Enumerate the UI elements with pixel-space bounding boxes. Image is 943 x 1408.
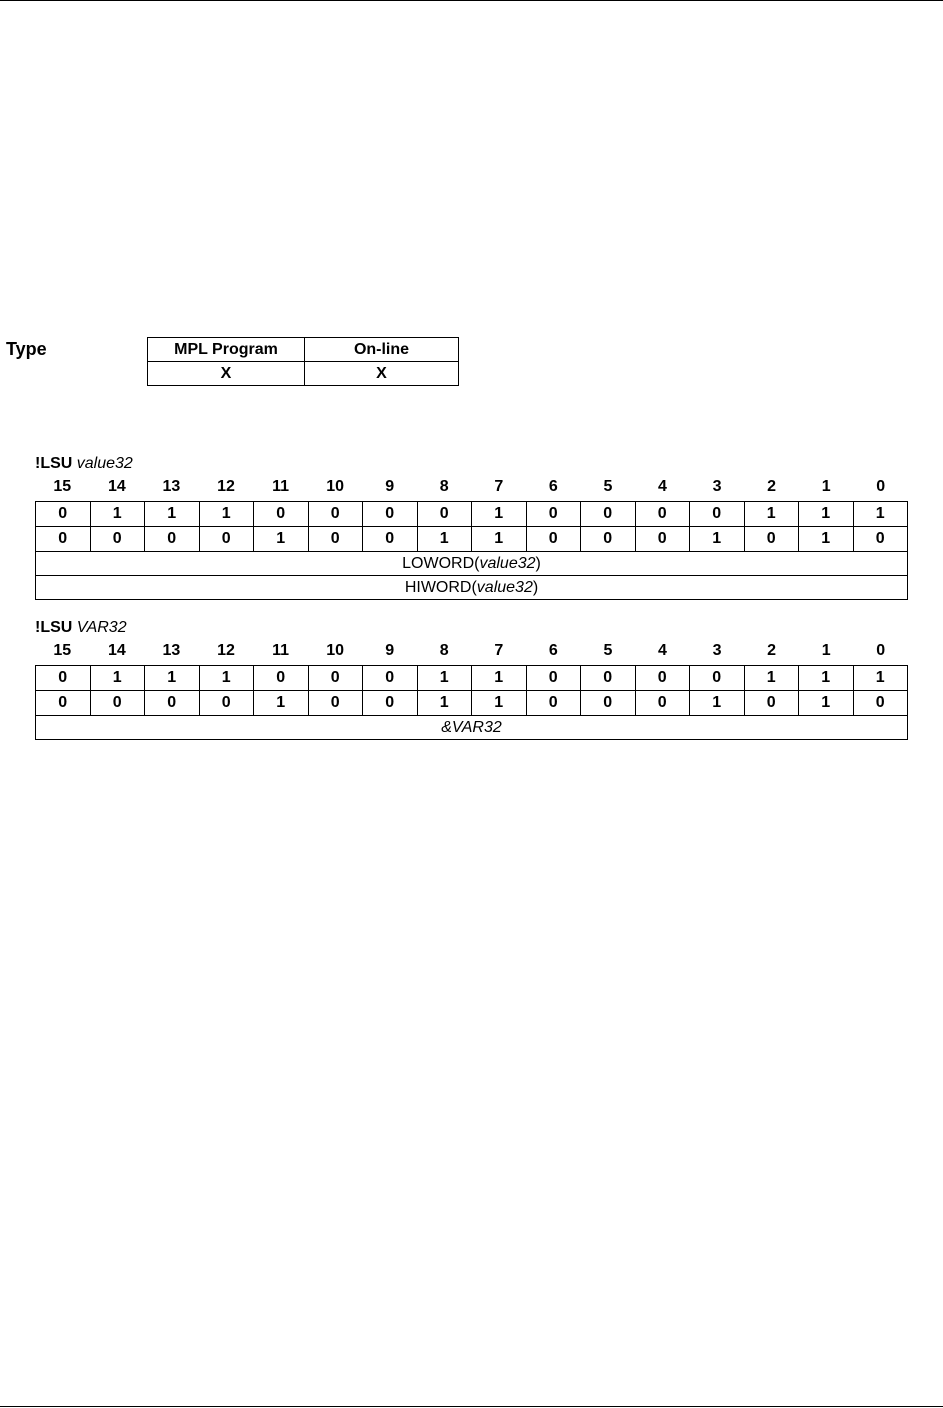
bit-cell: 1 <box>199 666 254 691</box>
bit-cell: 1 <box>853 666 908 691</box>
bit-row <box>36 527 908 552</box>
bit-cell: 1 <box>690 527 745 552</box>
bit-cell: 0 <box>254 502 309 527</box>
bit-number: 5 <box>603 478 613 495</box>
bit-cell: 1 <box>744 502 799 527</box>
bit-cell: 0 <box>526 502 581 527</box>
bit-number: 2 <box>767 478 777 495</box>
bit-number: 13 <box>162 642 181 659</box>
bit-cell: 1 <box>799 502 854 527</box>
bit-number: 4 <box>658 478 667 495</box>
word-label-row <box>36 552 908 576</box>
bit-number: 12 <box>217 642 235 659</box>
bit-cell: 0 <box>581 666 636 691</box>
bit-cell: 0 <box>363 527 418 552</box>
word-label-prefix: HIWORD( <box>404 578 477 596</box>
bit-cell: 0 <box>36 502 91 527</box>
bit-number: 3 <box>712 478 722 495</box>
bit-number: 1 <box>821 478 831 495</box>
word-label-prefix: LOWORD( <box>402 554 480 572</box>
bit-number: 5 <box>603 642 613 659</box>
bit-cell: 0 <box>363 502 418 527</box>
bit-cell: 0 <box>526 666 581 691</box>
bit-row <box>36 502 908 527</box>
bit-cell: 0 <box>744 527 799 552</box>
bit-number: 8 <box>439 478 449 495</box>
bit-number: 15 <box>53 478 72 495</box>
bit-cell: 1 <box>145 666 200 691</box>
example-2-argument: VAR32 <box>76 619 127 636</box>
bit-cell: 0 <box>363 666 418 691</box>
bit-number: 12 <box>217 478 235 495</box>
bit-cell: 1 <box>853 502 908 527</box>
bit-cell: 1 <box>472 502 527 527</box>
bit-cell: 0 <box>417 502 472 527</box>
bit-cell: 0 <box>308 666 363 691</box>
bit-cell: 1 <box>472 666 527 691</box>
example-2-bit-table <box>35 665 908 740</box>
bit-cell: 0 <box>853 527 908 552</box>
bit-cell: 0 <box>635 666 690 691</box>
example-1-title <box>35 455 133 473</box>
bit-cell: 0 <box>90 691 145 716</box>
bit-number: 14 <box>107 478 126 495</box>
example-1-bit-header <box>35 478 908 496</box>
bit-cell: 0 <box>526 691 581 716</box>
type-header-on-line: On-line <box>305 338 459 362</box>
bit-number: 7 <box>494 642 504 659</box>
bit-cell: 0 <box>635 502 690 527</box>
bit-cell: 0 <box>581 691 636 716</box>
word-label <box>36 716 908 740</box>
bit-cell: 1 <box>145 502 200 527</box>
bit-number: 10 <box>326 642 344 659</box>
type-table <box>147 337 459 386</box>
word-label-argument: value32 <box>476 578 533 596</box>
bit-cell: 0 <box>635 527 690 552</box>
bit-cell: 1 <box>417 527 472 552</box>
bit-number: 10 <box>326 478 344 495</box>
example-2-title <box>35 619 127 637</box>
word-label-argument: &VAR32 <box>441 718 502 736</box>
word-label-argument: value32 <box>479 554 536 572</box>
bit-cell: 0 <box>581 502 636 527</box>
bit-number: 9 <box>385 478 395 495</box>
bit-cell: 1 <box>254 527 309 552</box>
word-label-row <box>36 716 908 740</box>
bit-number: 1 <box>821 642 831 659</box>
bit-cell: 1 <box>417 666 472 691</box>
example-2-bit-header <box>35 642 908 660</box>
bit-cell: 0 <box>853 691 908 716</box>
bit-cell: 0 <box>36 666 91 691</box>
bit-number: 11 <box>272 478 289 495</box>
bit-cell: 1 <box>90 666 145 691</box>
bit-cell: 0 <box>199 527 254 552</box>
bit-cell: 1 <box>799 527 854 552</box>
bit-number: 3 <box>712 642 722 659</box>
type-table-header-row <box>148 338 459 362</box>
example-1-argument: value32 <box>76 455 133 472</box>
bit-cell: 0 <box>36 527 91 552</box>
word-label-suffix: ) <box>532 578 539 596</box>
word-label-row <box>36 576 908 600</box>
bit-cell: 0 <box>145 527 200 552</box>
bit-number: 0 <box>876 478 886 495</box>
bit-row <box>36 666 908 691</box>
bit-number: 6 <box>548 642 558 659</box>
bit-cell: 1 <box>690 691 745 716</box>
bit-cell: 1 <box>472 527 527 552</box>
bit-cell: 0 <box>635 691 690 716</box>
bit-cell: 0 <box>690 666 745 691</box>
bit-cell: 0 <box>690 502 745 527</box>
type-value-on-line: X <box>305 362 459 386</box>
type-header-mpl-program: MPL Program <box>148 338 305 362</box>
bit-number: 14 <box>107 642 126 659</box>
bit-cell: 0 <box>145 691 200 716</box>
bit-number: 7 <box>494 478 504 495</box>
word-label-suffix: ) <box>535 554 541 572</box>
word-label <box>36 576 908 600</box>
type-label: Type <box>6 339 47 359</box>
bit-cell: 1 <box>744 666 799 691</box>
bit-cell: 1 <box>799 691 854 716</box>
top-rule <box>0 0 943 1</box>
bit-number: 11 <box>272 642 289 659</box>
bit-number: 6 <box>548 478 558 495</box>
bottom-rule <box>0 1406 943 1407</box>
bit-cell: 0 <box>36 691 91 716</box>
example-2-command: !LSU <box>35 619 73 636</box>
bit-cell: 0 <box>744 691 799 716</box>
bit-cell: 0 <box>308 527 363 552</box>
bit-cell: 1 <box>472 691 527 716</box>
bit-cell: 1 <box>199 502 254 527</box>
bit-number: 2 <box>767 642 777 659</box>
bit-cell: 1 <box>417 691 472 716</box>
bit-number: 8 <box>439 642 449 659</box>
bit-cell: 0 <box>199 691 254 716</box>
bit-number: 0 <box>876 642 886 659</box>
bit-cell: 1 <box>254 691 309 716</box>
bit-cell: 0 <box>308 691 363 716</box>
bit-cell: 0 <box>308 502 363 527</box>
word-label <box>36 552 908 576</box>
bit-cell: 0 <box>363 691 418 716</box>
bit-cell: 1 <box>799 666 854 691</box>
type-table-value-row <box>148 362 459 386</box>
bit-number: 13 <box>162 478 181 495</box>
bit-cell: 0 <box>526 527 581 552</box>
bit-cell: 1 <box>90 502 145 527</box>
bit-cell: 0 <box>90 527 145 552</box>
bit-number: 9 <box>385 642 395 659</box>
example-1-command: !LSU <box>35 455 73 472</box>
bit-number: 4 <box>658 642 667 659</box>
bit-cell: 0 <box>581 527 636 552</box>
example-1-bit-table <box>35 501 908 600</box>
bit-cell: 0 <box>254 666 309 691</box>
bit-row <box>36 691 908 716</box>
bit-number: 15 <box>53 642 72 659</box>
type-value-mpl-program: X <box>148 362 305 386</box>
